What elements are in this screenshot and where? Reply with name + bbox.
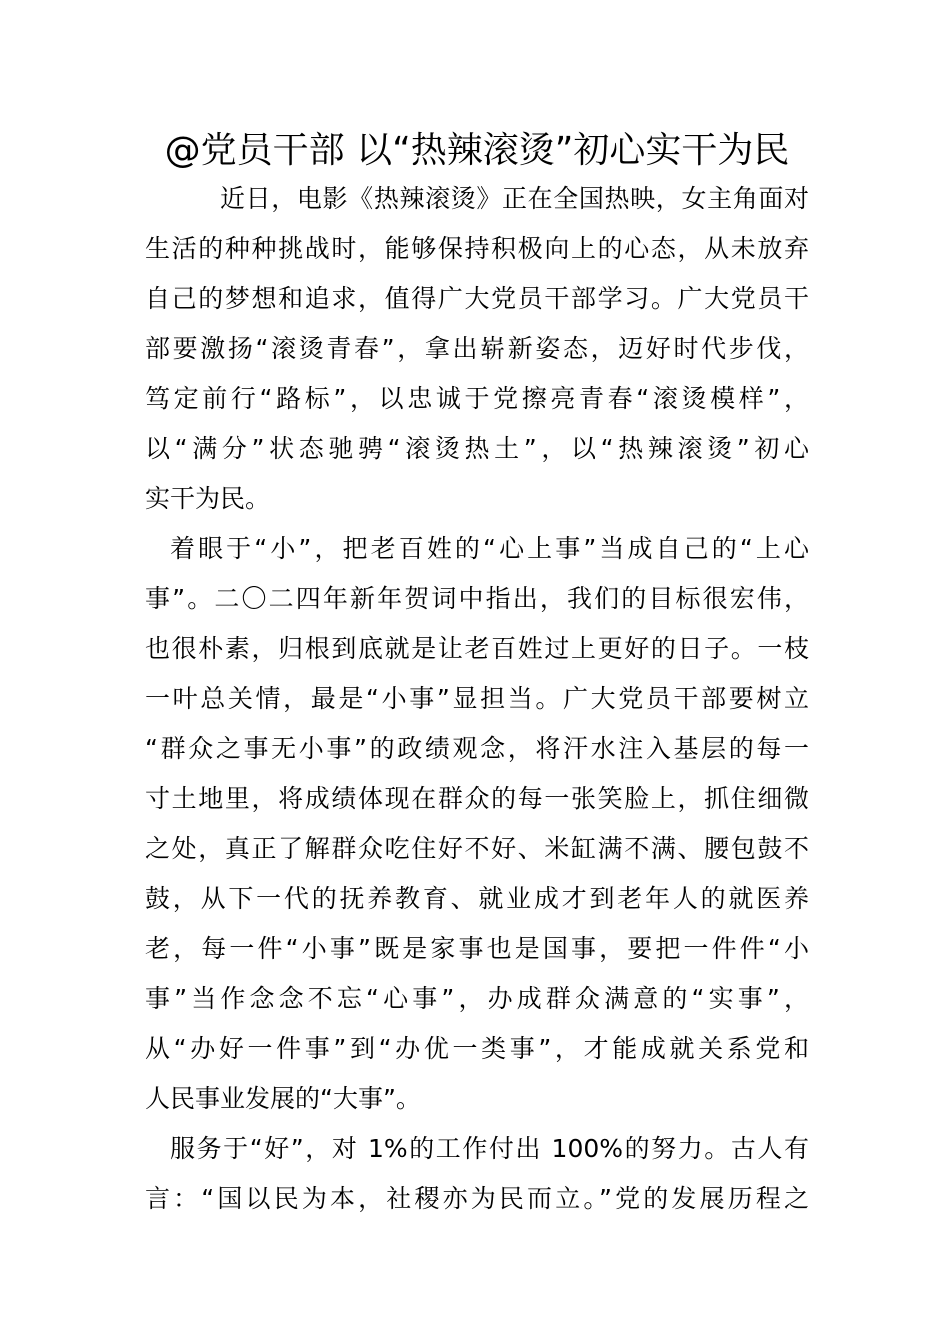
paragraph-2-line-7: 之处，真正了解群众吃住好不好、米缸满不满、腰包鼓不 (145, 834, 809, 863)
paragraph-2-line-8: 鼓，从下一代的抚养教育、就业成才到老年人的就医养 (145, 884, 809, 913)
paragraph-1-line-3: 自己的梦想和追求，值得广大党员干部学习。广大党员干 (145, 284, 809, 313)
paragraph-1-line-7: 实干为民。 (145, 484, 271, 513)
paragraph-1-line-4: 部要激扬“滚烫青春”，拿出崭新姿态，迈好时代步伐， (145, 334, 809, 363)
paragraph-2-line-3: 也很朴素，归根到底就是让老百姓过上更好的日子。一枝 (145, 634, 809, 663)
paragraph-1-line-2: 生活的种种挑战时，能够保持积极向上的心态，从未放弃 (145, 234, 809, 263)
paragraph-2-line-6: 寸土地里，将成绩体现在群众的每一张笑脸上，抓住细微 (145, 784, 809, 813)
paragraph-1-line-5: 笃定前行“路标”，以忠诚于党擦亮青春“滚烫模样”， (145, 384, 809, 413)
paragraph-2-line-12: 人民事业发展的“大事”。 (145, 1084, 421, 1113)
paragraph-2-line-2: 事”。二〇二四年新年贺词中指出，我们的目标很宏伟， (145, 584, 809, 613)
paragraph-2-line-5: “群众之事无小事”的政绩观念，将汗水注入基层的每一 (145, 734, 809, 763)
document-title: @党员干部 以“热辣滚烫”初心实干为民 (164, 130, 790, 171)
paragraph-2-line-10: 事”当作念念不忘“心事”，办成群众满意的“实事”， (145, 984, 809, 1013)
paragraph-2-line-9: 老，每一件“小事”既是家事也是国事，要把一件件“小 (145, 934, 809, 963)
paragraph-3-line-2: 言：“国以民为本，社稷亦为民而立。”党的发展历程之 (145, 1184, 809, 1213)
paragraph-3-line-1: 服务于“好”，对 1%的工作付出 100%的努力。古人有 (170, 1134, 809, 1163)
paragraph-1-line-1: 近日，电影《热辣滚烫》正在全国热映，女主角面对 (220, 184, 809, 213)
paragraph-2-line-11: 从“办好一件事”到“办优一类事”，才能成就关系党和 (145, 1034, 809, 1063)
paragraph-2-line-4: 一叶总关情，最是“小事”显担当。广大党员干部要树立 (145, 684, 809, 713)
paragraph-2-line-1: 着眼于“小”，把老百姓的“心上事”当成自己的“上心 (170, 534, 809, 563)
paragraph-1-line-6: 以“满分”状态驰骋“滚烫热土”，以“热辣滚烫”初心 (145, 434, 809, 463)
